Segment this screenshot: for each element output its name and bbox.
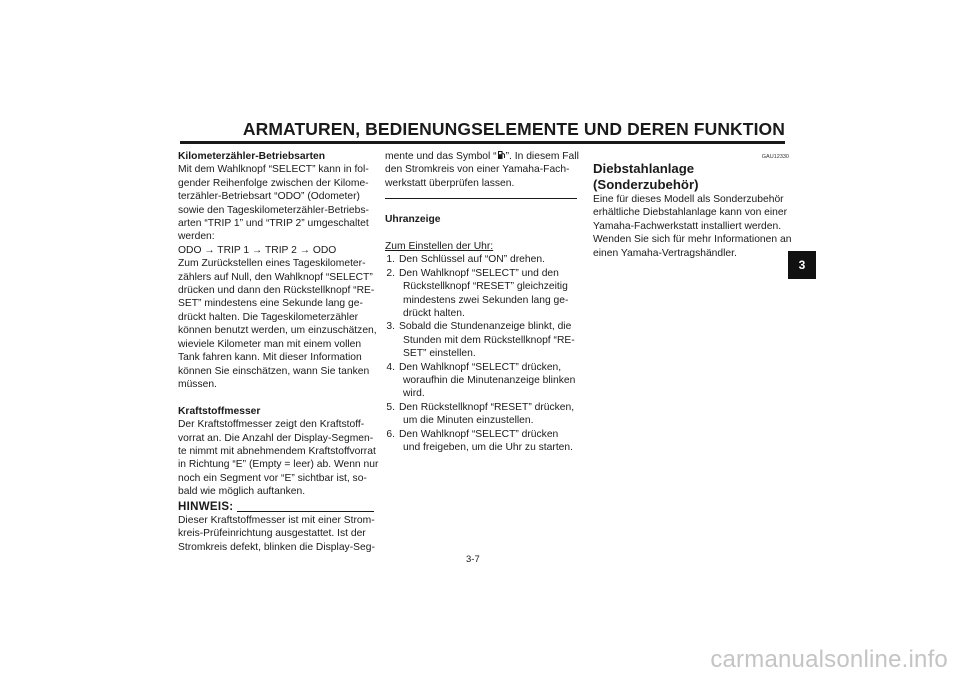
- note-title: HINWEIS:: [178, 500, 234, 513]
- odometer-heading: Kilometerzähler-Betriebsarten: [178, 151, 326, 162]
- fuel-paragraph: [178, 418, 379, 498]
- column-left: [178, 150, 379, 554]
- clock-step-number: 3.: [386, 321, 395, 333]
- continuation-line-1: [385, 150, 581, 163]
- clock-step-text: Den Wahlknopf “SELECT” drücken,: [399, 361, 562, 373]
- note-paragraph: [178, 514, 374, 554]
- clock-step-item: [385, 253, 581, 266]
- odometer-text-line: Zum Zurückstellen eines Tageskilometer-: [178, 258, 366, 270]
- clock-step-item: [385, 267, 581, 280]
- clock-step-item: [385, 401, 581, 414]
- note-text-line: Dieser Kraftstoffmesser ist mit einer Strom-: [178, 514, 375, 526]
- odometer-text-line: können Sie einschätzen, wann Sie tanken: [178, 365, 370, 377]
- clock-step-number: 1.: [386, 254, 395, 266]
- header-rule: [180, 141, 785, 144]
- clock-step-text: Rückstellknopf “RESET” gleichzeitig: [403, 281, 568, 293]
- chapter-tab: 3: [788, 251, 816, 279]
- antitheft-paragraph: [593, 193, 792, 260]
- fuel-text-line: bald wie möglich auftanken.: [178, 486, 306, 498]
- column-middle: [385, 150, 581, 455]
- section-code: GAU12330: [761, 154, 789, 160]
- odometer-text-line: ODO → TRIP 1 → TRIP 2 → ODO: [178, 244, 337, 256]
- odometer-text-line: müssen.: [178, 378, 217, 390]
- fuel-text-line: te nimmt mit abnehmendem Kraftstoffvorrat: [178, 445, 376, 457]
- odometer-paragraph: [178, 163, 377, 391]
- fuel-text-line: noch ein Segment vor “E” sichtbar ist, so-: [178, 472, 367, 484]
- odometer-text-line: wieviele Kilometer man mit einem vollen: [178, 338, 362, 350]
- antitheft-heading-line-2: (Sonderzubehör): [593, 177, 699, 192]
- odometer-text-line: Mit dem Wahlknopf “SELECT” kann in fol-: [178, 164, 369, 176]
- clock-step-number: 4.: [386, 361, 395, 373]
- odometer-text-line: terzähler-Betriebsart “ODO” (Odometer): [178, 191, 360, 203]
- note-rule: [237, 511, 374, 512]
- clock-step-text: um die Minuten einzustellen.: [403, 415, 534, 427]
- continuation-text-line: werkstatt überprüfen lassen.: [385, 177, 515, 189]
- continuation-text-before: mente und das Symbol “: [385, 151, 497, 162]
- fuel-text-line: Der Kraftstoffmesser zeigt den Kraftstoff-: [178, 419, 365, 431]
- fuel-text-line: in Richtung “E” (Empty = leer) ab. Wenn nur: [178, 459, 379, 471]
- odometer-text-line: Tank fahren kann. Mit dieser Information: [178, 352, 362, 364]
- clock-step-text: Den Rückstellknopf “RESET” drücken,: [399, 401, 575, 413]
- antitheft-text-line: erhältliche Diebstahlanlage kann von einer: [593, 207, 788, 219]
- odometer-text-line: drückt halten. Die Tageskilometerzähler: [178, 311, 359, 323]
- clock-step-text: und freigeben, um die Uhr zu starten.: [403, 442, 573, 454]
- clock-step-text: Den Wahlknopf “SELECT” drücken: [399, 428, 559, 440]
- antitheft-text-line: Yamaha-Fachwerkstatt installiert werden.: [593, 220, 782, 232]
- clock-step-text: drückt halten.: [403, 308, 465, 320]
- fuel-text-line: vorrat an. Die Anzahl der Display-Segmen-: [178, 432, 374, 444]
- note-text-line: kreis-Prüfeinrichtung ausgestattet. Ist der: [178, 528, 366, 540]
- clock-step-item: [385, 361, 581, 374]
- section-rule: [385, 198, 577, 199]
- odometer-text-line: sowie den Tageskilometerzähler-Betriebs-: [178, 204, 369, 216]
- clock-steps-list: [385, 253, 581, 454]
- antitheft-heading-line-1: Diebstahlanlage: [593, 161, 695, 176]
- column-right: [593, 150, 792, 260]
- clock-step-text: SET” einstellen.: [403, 348, 476, 360]
- clock-step-text: Den Wahlknopf “SELECT” und den: [399, 267, 559, 279]
- antitheft-text-line: einen Yamaha-Vertragshändler.: [593, 247, 737, 259]
- clock-step-text: woraufhin die Minutenanzeige blinken: [403, 375, 576, 387]
- odometer-text-line: können benutzt werden, um einzuschätzen,: [178, 325, 377, 337]
- antitheft-text-line: Wenden Sie sich für mehr Informationen an: [593, 234, 792, 246]
- page-header-title: ARMATUREN, BEDIENUNGSELEMENTE UND DEREN FUNKTION: [242, 119, 785, 139]
- odometer-text-line: werden:: [178, 231, 215, 243]
- clock-step-text: Sobald die Stundenanzeige blinkt, die: [399, 321, 572, 333]
- continuation-text-after: ”. In diesem Fall: [505, 151, 579, 162]
- continuation-text-line: den Stromkreis von einer Yamaha-Fach-: [385, 164, 570, 176]
- clock-step-number: 5.: [386, 401, 395, 413]
- odometer-text-line: arten “TRIP 1” und “TRIP 2” umgeschaltet: [178, 218, 369, 230]
- clock-step-number: 2.: [386, 267, 395, 279]
- clock-step-item: [385, 428, 581, 441]
- note-text-line: Stromkreis defekt, blinken die Display-Seg-: [178, 541, 375, 553]
- page-number: 3-7: [466, 554, 480, 565]
- note-header: [178, 501, 374, 514]
- odometer-text-line: drücken und dann den Rückstellknopf “RE-: [178, 285, 375, 297]
- clock-step-text: Stunden mit dem Rückstellknopf “RE-: [403, 334, 575, 346]
- continuation-paragraph: [385, 163, 581, 190]
- clock-heading: Uhranzeige: [385, 214, 441, 226]
- clock-step-text: Den Schlüssel auf “ON” drehen.: [399, 254, 545, 266]
- clock-step-text: mindestens zwei Sekunden lang ge-: [403, 294, 569, 306]
- odometer-text-line: SET” mindestens eine Sekunde lang ge-: [178, 298, 363, 310]
- clock-step-text: wird.: [403, 388, 425, 400]
- clock-subheading: Zum Einstellen der Uhr:: [385, 241, 494, 253]
- watermark: carmanualsonline.info: [710, 646, 948, 673]
- fuel-heading: Kraftstoffmesser: [178, 405, 261, 417]
- odometer-text-line: gender Reihenfolge zwischen der Kilome-: [178, 177, 369, 189]
- odometer-text-line: zählers auf Null, den Wahlknopf “SELECT”: [178, 271, 373, 283]
- antitheft-text-line: Eine für dieses Modell als Sonderzubehör: [593, 194, 784, 205]
- clock-step-number: 6.: [386, 428, 395, 440]
- fuel-pump-icon: [497, 150, 506, 160]
- clock-step-item: [385, 320, 581, 333]
